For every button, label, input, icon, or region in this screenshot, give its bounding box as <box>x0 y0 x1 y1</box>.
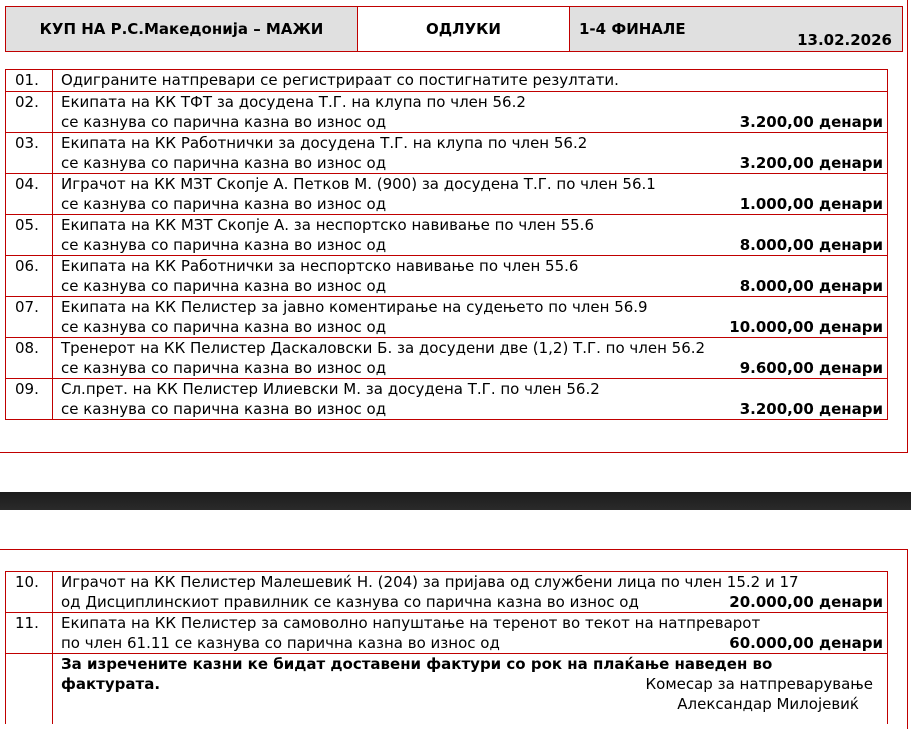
signature-title: Комесар за натпреварување <box>645 675 873 693</box>
item-text: Играчот на КК МЗТ Скопје А. Петков М. (900) за досудена Т.Г. по член 56.1 <box>61 175 656 193</box>
fine-amount: 20.000,00 денари <box>729 593 883 611</box>
table-row <box>6 613 888 654</box>
item-text: Сл.прет. на КК Пелистер Илиевски М. за досудена Т.Г. по член 56.2 <box>61 380 600 398</box>
item-text-line2: се казнува со парична казна во износ од <box>61 195 387 213</box>
item-number: 11. <box>6 613 53 654</box>
footer-row <box>6 654 888 724</box>
page-separator <box>0 492 911 510</box>
item-text: Тренерот на КК Пелистер Даскаловски Б. за досудени две (1,2) Т.Г. по член 56.2 <box>61 339 706 357</box>
table-row <box>6 379 888 420</box>
fine-amount: 8.000,00 денари <box>739 236 883 254</box>
round-label: 1-4 ФИНАЛЕ <box>579 20 686 38</box>
fine-amount: 60.000,00 денари <box>729 634 883 652</box>
document-date: 13.02.2026 <box>797 31 892 49</box>
item-number: 04. <box>6 174 53 215</box>
fine-amount: 8.000,00 денари <box>739 277 883 295</box>
section-title: ОДЛУКИ <box>358 7 570 51</box>
item-text-line2: се казнува со парична казна во износ од <box>61 318 387 336</box>
item-text-line2: се казнува со парична казна во износ од <box>61 400 387 418</box>
item-text: Екипата на КК Работнички за неспортско навивање по член 55.6 <box>61 257 579 275</box>
item-text: Екипата на КК ТФТ за досудена Т.Г. на клупа по член 56.2 <box>61 93 526 111</box>
item-text: Екипата на КК МЗТ Скопје А. за неспортско навивање по член 55.6 <box>61 216 594 234</box>
item-text-line2: се казнува со парична казна во износ од <box>61 236 387 254</box>
item-text-line2: од Дисциплинскиот правилник се казнува со парична казна во износ од <box>61 593 639 611</box>
item-text-line2: се казнува со парична казна во износ од <box>61 277 387 295</box>
fine-amount: 10.000,00 денари <box>729 318 883 336</box>
item-number: 06. <box>6 256 53 297</box>
fine-amount: 3.200,00 денари <box>739 113 883 131</box>
table-row <box>6 256 888 297</box>
item-number: 08. <box>6 338 53 379</box>
item-number: 09. <box>6 379 53 420</box>
item-text-line2: се казнува со парична казна во износ од <box>61 113 387 131</box>
item-number: 03. <box>6 133 53 174</box>
item-number: 10. <box>6 572 53 613</box>
payment-note-line2: фактурата. <box>61 675 161 693</box>
item-number: 02. <box>6 92 53 133</box>
table-row <box>6 174 888 215</box>
fine-amount: 3.200,00 денари <box>739 154 883 172</box>
table-row <box>6 133 888 174</box>
signature-name: Александар Милојевиќ <box>677 695 859 713</box>
item-text-line2: се казнува со парична казна во износ од <box>61 154 387 172</box>
table-row <box>6 215 888 256</box>
item-number: 05. <box>6 215 53 256</box>
item-number: 01. <box>6 70 53 92</box>
item-text: Играчот на КК Пелистер Малешевиќ Н. (204) за пријава од службени лица по член 15.2 и 17 <box>61 573 799 591</box>
table-row <box>6 70 888 92</box>
table-row <box>6 572 888 613</box>
document-header <box>5 6 903 52</box>
item-number: 07. <box>6 297 53 338</box>
decisions-table-continued <box>5 571 888 724</box>
fine-amount: 9.600,00 денари <box>739 359 883 377</box>
item-text: Одиграните натпревари се регистрираат со постигнатите резултати. <box>53 70 888 92</box>
item-text-line2: по член 61.11 се казнува со парична казна во износ од <box>61 634 500 652</box>
decisions-table <box>5 69 888 420</box>
payment-note: За изречените казни ке бидат доставени фактури со рок на плаќање наведен во <box>61 655 773 673</box>
competition-title: КУП НА Р.С.Македонија – МАЖИ <box>6 7 358 51</box>
table-row <box>6 297 888 338</box>
round-cell <box>570 7 902 51</box>
item-text: Екипата на КК Пелистер за јавно коментирање на судењето по член 56.9 <box>61 298 648 316</box>
fine-amount: 1.000,00 денари <box>739 195 883 213</box>
item-text-line2: се казнува со парична казна во износ од <box>61 359 387 377</box>
table-row <box>6 338 888 379</box>
table-row <box>6 92 888 133</box>
item-text: Екипата на КК Пелистер за самоволно напуштање на теренот во текот на натпреварот <box>61 614 761 632</box>
item-text: Екипата на КК Работнички за досудена Т.Г. на клупа по член 56.2 <box>61 134 588 152</box>
fine-amount: 3.200,00 денари <box>739 400 883 418</box>
